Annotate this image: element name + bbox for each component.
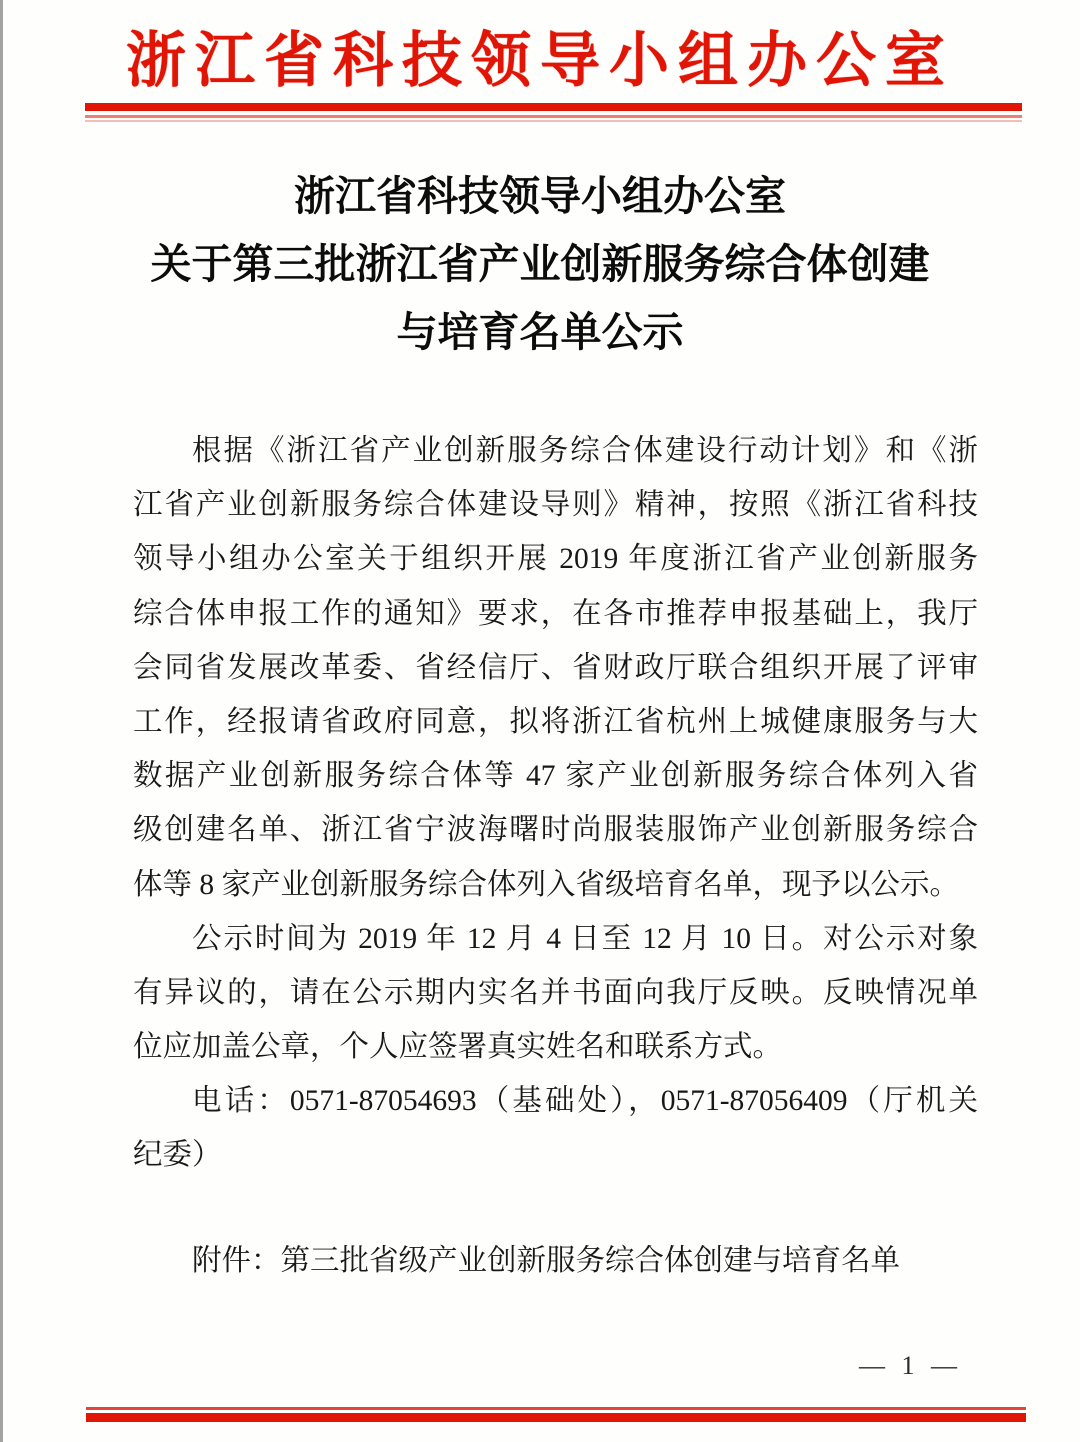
body-line: 位应加盖公章，个人应签署真实姓名和联系方式。 bbox=[133, 1031, 783, 1064]
letterhead-org-name: 浙江省科技领导小组办公室 bbox=[126, 28, 954, 94]
body-line: 根据《浙江省产业创新服务综合体建设行动计划》和《浙 bbox=[192, 435, 978, 467]
attachment-line: 附件：第三批省级产业创新服务综合体创建与培育名单 bbox=[192, 1245, 901, 1277]
body-line: 电话：0571-87054693（基础处），0571-87056409（厅机关 bbox=[192, 1085, 978, 1118]
body-line: 江省产业创新服务综合体建设导则》精神，按照《浙江省科技 bbox=[133, 489, 978, 522]
body-line: 领导小组办公室关于组织开展 2019 年度浙江省产业创新服务 bbox=[133, 543, 978, 576]
letterhead-rule-thick-line bbox=[85, 103, 1022, 111]
next-page-rule-thin-line bbox=[86, 1407, 1026, 1410]
next-page-rule-thick-line bbox=[86, 1413, 1026, 1422]
body-line: 综合体申报工作的通知》要求，在各市推荐申报基础上，我厅 bbox=[133, 597, 978, 630]
body-line: 工作，经报请省政府同意，拟将浙江省杭州上城健康服务与大 bbox=[133, 705, 978, 738]
body-line: 数据产业创新服务综合体等 47 家产业创新服务综合体列入省 bbox=[133, 760, 978, 793]
document-body bbox=[133, 424, 978, 1183]
document-title-line: 浙江省科技领导小组办公室 bbox=[294, 173, 786, 219]
body-line: 纪委） bbox=[133, 1139, 222, 1172]
letterhead-rule-thin-line bbox=[85, 115, 1022, 118]
letterhead-rule-faint-line bbox=[85, 120, 1022, 122]
body-line: 级创建名单、浙江省宁波海曙时尚服装服饰产业创新服务综合 bbox=[133, 814, 978, 847]
page-number: — 1 — bbox=[859, 1351, 962, 1380]
document-title-line: 关于第三批浙江省产业创新服务综合体创建 bbox=[150, 241, 930, 287]
document-title bbox=[0, 162, 1080, 366]
letterhead-separator-rule bbox=[85, 103, 1022, 122]
body-line: 体等 8 家产业创新服务综合体列入省级培育名单，现予以公示。 bbox=[133, 868, 960, 901]
body-line: 会同省发展改革委、省经信厅、省财政厅联合组织开展了评审 bbox=[133, 651, 978, 684]
document-title-line: 与培育名单公示 bbox=[396, 309, 684, 355]
body-line: 有异议的，请在公示期内实名并书面向我厅反映。反映情况单 bbox=[133, 976, 978, 1009]
next-page-header-rule bbox=[86, 1407, 1026, 1422]
body-line: 公示时间为 2019 年 12 月 4 日至 12 月 10 日。对公示对象 bbox=[192, 922, 978, 955]
